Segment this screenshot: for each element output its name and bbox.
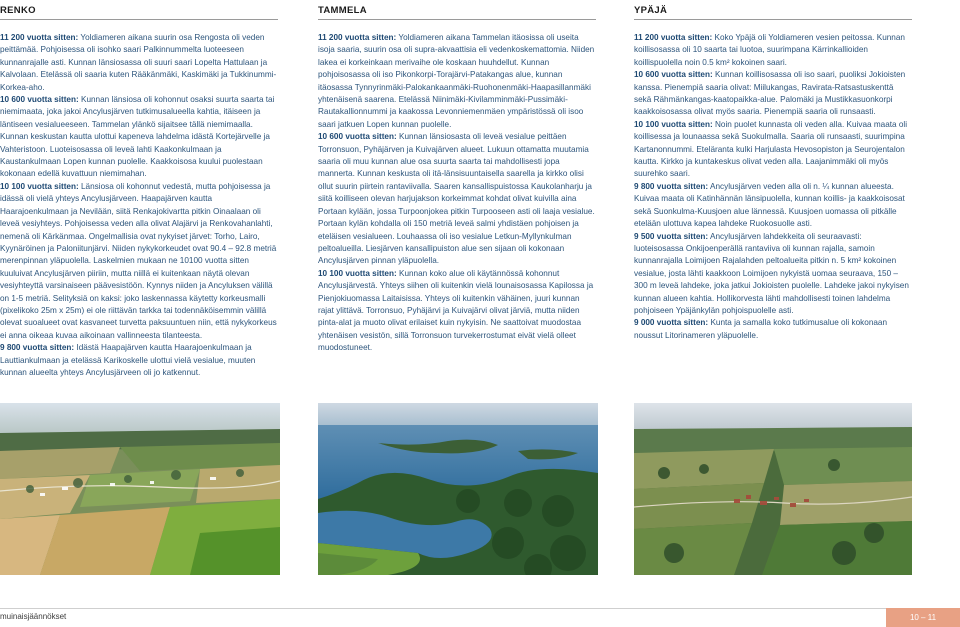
footer-divider <box>0 608 960 609</box>
column-tammela <box>318 0 596 355</box>
page-number-tab: 10 – 11 <box>886 608 960 627</box>
paragraph: 9 500 vuotta sitten: Ancylusjärven lahdekkeita oli seuraavasti: luoteisosassa Onkijoenperällä rantaviiva oli kunnan rajalla, samoin kunnanrajalla Loimijoen Rajalahden peltoalueita pitkin n. 5 km² kokoinen vesialue, josta lähti kaakkoon Loimijoen nykyistä uomaa seuraava, 150 – 300 m leveä lahdeke, joka jatkui Jokioisten puolelle. Lahdeke jakoi nykyisen kunnan alueen kahtia. Hollikorvesta lähti mahdollisesti toinen lahdelma pohjoiseen Ypäjänkylän pohjoispuolelle asti. <box>634 231 909 315</box>
column-header: RENKO <box>0 0 278 20</box>
paragraph: 11 200 vuotta sitten: Yoldiameren aikana suurin osa Rengosta oli veden peittämää. Pohjoisessa oli isohko saari Palkinnummelta luoteeseen kunnanrajalle asti. Kunnan länsiosassa oli suuri saari Lopelta Hattulaan ja Kalvolaan. Etelässä oli saaria kuten Rääkänmäki, Kaskimäki ja Tukkinummi-Korkea-aho. <box>0 33 277 92</box>
farmland-illustration <box>0 403 280 575</box>
paragraph: 9 000 vuotta sitten: Kunta ja samalla koko tutkimusalue oli kokonaan noussut Litorinameren yläpuolelle. <box>634 318 888 340</box>
aerial-photo-lake <box>318 403 598 575</box>
paragraph: 9 800 vuotta sitten: Ancylusjärven veden alla oli n. ¼ kunnan alueesta. Kuivaa maata oli Katinhännän länsipuolella, kunnan koillis- ja kaakkoisosat sekä Suonkulma-Kuusjoen alue lännessä. Kuusjoen uomassa oli pitkälle etelään ulottuva kapea lahdeke Ruokosuolle asti. <box>634 181 905 229</box>
column-header: YPÄJÄ <box>634 0 912 20</box>
village-illustration <box>634 403 912 575</box>
paragraph: 11 200 vuotta sitten: Yoldiameren aikana Tammelan itäosissa oli useita isoja saaria, suurin osa oli supra-akvaattisia eli vedenkoskemattomia. Niiden lakea ei korkeinkaan merivaihe ole koskaan huuhdellut. Kunnan pohjoisosassa oli iso Pikonkorpi-Torajärvi-Patakangas alue, kunnan itäosassa Tynnyrinmäki-Palokankaanmäki-Ruohonenmäki-Haapasillanmäki yhtenäisenä saarena. Etelässä Niinimäki-Kivilamminmäki-Pussimäki-Rautakallionnummi ja kaakossa Levonniemenmäen ympäristössä oli isoo saari jatkuen Lopen kunnan puolelle. <box>318 33 595 129</box>
paragraph: 10 600 vuotta sitten: Kunnan koillisosassa oli iso saari, puoliksi Jokioisten kanssa. Pienempiä saaria olivat: Miilukangas, Ravirata-Ratsastuskenttä sekä Rähmänkangas-kaatopaikka-alue. Palomäki ja Mustikkasuonkorpi kaakkoisosassa olivat myös saaria. Pienempiä saaria oli runsaasti. <box>634 70 906 117</box>
aerial-photo-village <box>634 403 912 575</box>
aerial-photo-farmland <box>0 403 280 575</box>
paragraph: 10 600 vuotta sitten: Kunnan länsiosasta oli leveä vesialue peittäen Torronsuon, Pyhäjärven ja Kuivajärven alueet. Lukuun ottamatta muutamia saaria oli muu kunnan alue osa suurta saarta tai mahdollisesti jopa mannerta. Kunnan keskusta oli itä-länsisuuntaisella saarella ja kirkko olisi ollut suurin piirtein rantaviivalla. Saaren kansallispuistossa Kaukolanharju ja siitä koilliseen olevan harjujakson korkeimmat kohdat olivat kuivilla aina Portaan kylään, jossa Turpoonjokea pitkin Turpooseen asti oli laaja vesialue. Portaan kylän kohdalla oli 150 metriä leveä salmi yhdistäen pohjoisen ja eteläisen vesialueen. Louhaassa oli iso vesialue Letkun-Myllynkulman peltoalueilla. Liesjärven kansallipuiston alue sen sijaan oli kokonaan Ancylusjärven pinnan yläpuolella. <box>318 132 595 266</box>
footer-section-label: muinaisjäännökset <box>0 612 67 621</box>
paragraph: 11 200 vuotta sitten: Koko Ypäjä oli Yoldiameren vesien peitossa. Kunnan koillisosassa oli 10 saarta tai luotoa, suurimpana Kärrinkallioiden koillispuolella noin 0.5 km² kokoinen saari. <box>634 33 905 67</box>
column-ypaja <box>634 0 912 342</box>
lake-illustration <box>318 403 598 575</box>
column-renko <box>0 0 278 379</box>
paragraph: 10 100 vuotta sitten: Länsiosa oli kohonnut vedestä, mutta pohjoisessa ja idässä oli vielä yhteys Ancylusjärveen. Haapajärven kautta Haarajoenkulmaan ja Nevilään, siitä Renkajokivartta pitkin Oinaalaan oli leveä vesiyhteys. Pohjoisessa veden alla olivat Alajärvi ja Renkovahanlahti, nemenä oli Kärkänmaa. Ongelmallisia ovat nykyiset järvet: Torho, Lairo, Kyynäröinen ja Paloniitunjärvi. Niiden nykykorkeudet ovat 90.4 – 92.8 metriä merenpinnan yläpuolella. Laskelmien mukaan ne 10100 vuotta sitten kuuluivat Ancylusjärven piiriin, mutta niillä ei kuitenkaan näytä olevan vesiyhteyttä varsinaiseen päävesistöön. Kynnys niiden ja Ancyluksen välillä on 1-5 metriä. Selityksiä on kaksi: joko laskennassa käytetty korkeusmalli (pixelikoko 25m x 25m) ei ole riittävän tarkka tai todennäköisemmin välillä olevat suoalueet ovat kasvaneet turvetta paksuuntuen niin, että nykykorkeus ei anna oikeaa kuvaa aikoinaan vallinneesta tilanteesta. <box>0 181 277 340</box>
paragraph: 10 100 vuotta sitten: Kunnan koko alue oli käytännössä kohonnut Ancylusjärvestä. Yhteys siihen oli kuitenkin vielä lounaisosassa Kapilossa ja Pienjokiuomassa Laitaisissa. Yhteys oli kuitenkin vähäinen, juuri kunnan rajat ylittävä. Torronsuo, Pyhäjärvi ja Kuivajärvi olivat järviä, mutta niiden pinta-alat ja muoto olivat erilaiset kuin nykyisin. Ne saattoivat muodostaa yhtenäisen vesistön, sillä Torronsuon turvekerrostumat eivät vielä olleet muodostuneet. <box>318 268 594 353</box>
paragraph: 10 600 vuotta sitten: Kunnan länsiosa oli kohonnut osaksi suurta saarta tai niemimaata, joka jakoi Ancylusjärven tutkimusalueella kahtia, itäiseen ja läntiseen vesialueeseen. Tammelan ylänkö sijaitsee tällä niemimaalla. Kunnan keskustan kautta ulottui kapeneva lahdelma idästä Kortejärvelle ja Vahteristoon. Luoteisosassa oli leveä lahti Kaakonkulmaan ja Kaustankulmaan Lopen kunnan puolelle. Kaakkoisosa kuului puolestaan kokonaan edellä kuvattuun niemimahan. <box>0 95 275 179</box>
paragraph: 9 800 vuotta sitten: Idästä Haapajärven kautta Haarajoenkulmaan ja Lauttiankulmaan ja etelässä Karikoskelle ulottui vielä vesialue, muuten kunnan alueelta yhteys Ancylusjärveen oli jo katkennut. <box>0 343 256 377</box>
paragraph: 10 100 vuotta sitten: Noin puolet kunnasta oli veden alla. Kuivaa maata oli koillisessa ja lounaassa sekä Suokulmalla. Saaria oli runsaasti, suurimpina Kartanonnummi. Eteläranta kulki Harjulasta Hevosopiston ja Seurojentalon kautta. Kirkko ja kuntakeskus olivat veden alla. Laajanimmäki oli myös suurehko saari. <box>634 119 908 179</box>
column-header: TAMMELA <box>318 0 596 20</box>
